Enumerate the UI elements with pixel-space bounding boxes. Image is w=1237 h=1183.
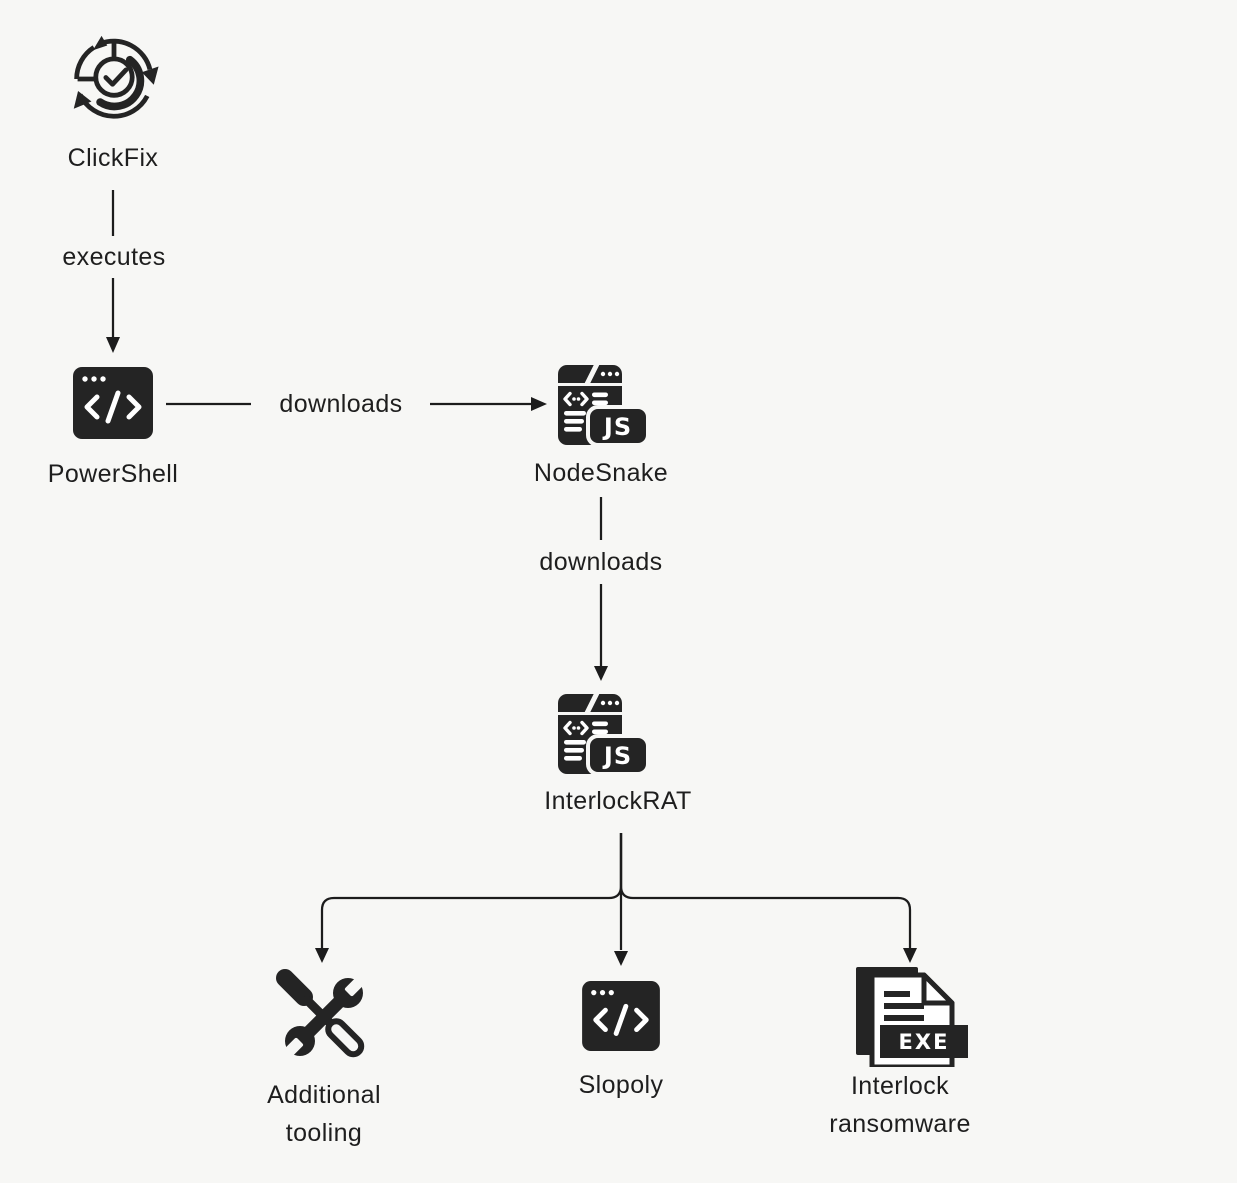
edge-nodesnake-interlockrat: [594, 497, 608, 681]
arrowhead-icon: [315, 948, 329, 963]
node-label-additional-tooling: [204, 1076, 444, 1152]
edge-label-downloads-1: downloads: [279, 390, 403, 418]
edge-label-executes: executes: [62, 243, 166, 271]
js-app-icon: [556, 363, 648, 447]
code-window-icon: [73, 367, 153, 439]
label-line: Interlock: [850, 1072, 950, 1100]
arrowhead-icon: [903, 948, 917, 963]
node-label-interlockrat: InterlockRAT: [544, 787, 692, 815]
node-label-nodesnake: NodeSnake: [533, 459, 669, 487]
js-badge-label: JS: [603, 413, 633, 441]
label-line: ransomware: [829, 1110, 971, 1138]
js-app-icon: [556, 692, 648, 776]
node-label-interlock-ransomware: [780, 1067, 1020, 1143]
arrowhead-icon: [594, 666, 608, 681]
node-label-powershell: PowerShell: [47, 460, 179, 488]
exe-file-icon: [856, 967, 968, 1067]
js-badge-label: JS: [603, 742, 633, 770]
arrowhead-icon: [106, 337, 120, 353]
edge-line: [322, 833, 621, 948]
arrowhead-icon: [614, 951, 628, 966]
sync-check-icon: [68, 33, 160, 125]
code-window-icon: [581, 981, 661, 1051]
edge-label-downloads-2: downloads: [539, 548, 663, 576]
edge-interlockrat-additional-tooling: [315, 833, 621, 963]
node-label-slopoly: Slopoly: [578, 1071, 664, 1099]
exe-badge-label: EXE: [898, 1030, 950, 1054]
node-label-clickfix: ClickFix: [67, 144, 159, 172]
tools-icon: [274, 967, 374, 1067]
edge-line: [621, 833, 910, 948]
label-line: tooling: [285, 1119, 363, 1147]
arrowhead-icon: [531, 397, 547, 411]
edge-interlockrat-interlock-ransomware: [621, 833, 917, 963]
label-line: Additional: [267, 1081, 381, 1109]
